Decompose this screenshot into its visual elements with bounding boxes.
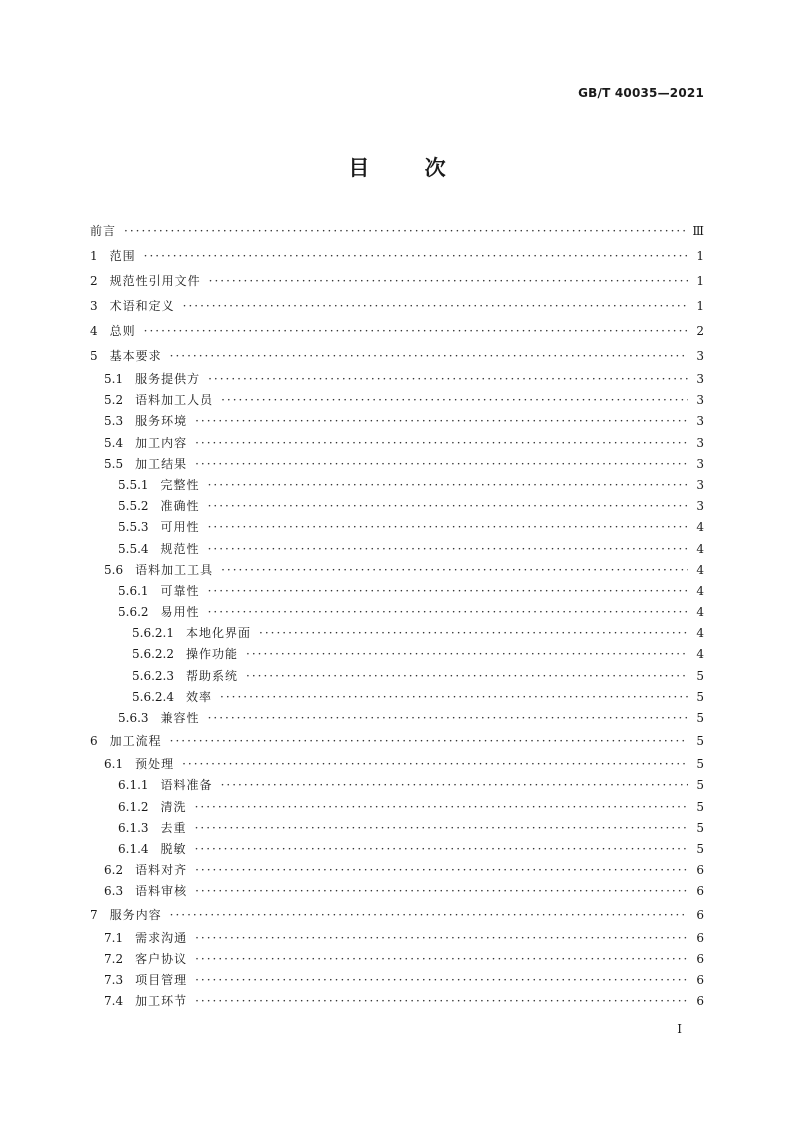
toc-entry-number: 6.3 xyxy=(104,884,124,899)
toc-leader-dots xyxy=(246,666,688,687)
toc-entry-number: 6.1.2 xyxy=(118,799,149,814)
toc-entry-title: 脱敏 xyxy=(160,841,187,856)
toc-entry-number: 5.6.2.2 xyxy=(132,647,174,662)
toc-entry-page: 1 xyxy=(696,299,704,313)
toc-leader-dots xyxy=(221,390,688,411)
toc-leader-dots xyxy=(221,775,688,796)
toc-entry[interactable] xyxy=(90,496,704,517)
toc-entry-number: 5.2 xyxy=(104,393,124,408)
toc-entry-number: 5.6.2.3 xyxy=(132,668,174,683)
toc-entry-title: 加工环节 xyxy=(135,994,188,1009)
page-folio: I xyxy=(677,1022,682,1036)
toc-leader-dots xyxy=(209,269,688,294)
toc-entry-title: 本地化界面 xyxy=(185,626,251,641)
toc-entry-number: 5.5.1 xyxy=(118,477,149,492)
toc-entry-title: 操作功能 xyxy=(185,647,238,662)
toc-entry[interactable] xyxy=(90,517,704,538)
toc-leader-dots xyxy=(195,454,688,475)
toc-entry[interactable] xyxy=(90,775,704,796)
toc-entry-title: 语料准备 xyxy=(160,778,213,793)
toc-entry-number: 5.6.1 xyxy=(118,583,149,598)
toc-entry-number: 6.1.3 xyxy=(118,820,149,835)
toc-entry-title: 准确性 xyxy=(160,499,200,514)
toc-entry-title: 兼容性 xyxy=(160,711,200,725)
toc-entry[interactable] xyxy=(90,411,704,432)
toc-entry-number: 6 xyxy=(90,734,98,749)
toc-leader-dots xyxy=(170,729,688,754)
toc-entry[interactable] xyxy=(90,928,704,949)
toc-entry-title: 可用性 xyxy=(160,520,200,535)
toc-entry-title: 基本要求 xyxy=(109,349,162,363)
toc-entry-number: 4 xyxy=(90,324,98,338)
toc-entry-number: 5.5.3 xyxy=(118,520,149,535)
toc-entry-title: 需求沟通 xyxy=(135,930,188,945)
table-of-contents xyxy=(90,219,704,1012)
toc-leader-dots xyxy=(195,411,688,432)
toc-leader-dots xyxy=(208,369,688,390)
toc-entry[interactable] xyxy=(90,319,704,344)
toc-entry-page: 6 xyxy=(696,930,704,945)
toc-entry-page: 5 xyxy=(696,734,704,749)
toc-leader-dots xyxy=(124,219,686,244)
toc-leader-dots xyxy=(170,344,688,369)
toc-entry-number: 5.6.2.4 xyxy=(132,689,174,704)
toc-entry-title: 规范性引用文件 xyxy=(109,274,201,288)
toc-entry-page: 1 xyxy=(696,274,704,288)
toc-leader-dots xyxy=(144,319,688,344)
toc-entry-page: 1 xyxy=(696,249,704,263)
toc-entry[interactable] xyxy=(90,949,704,970)
toc-entry-title: 加工流程 xyxy=(109,734,162,749)
toc-entry[interactable] xyxy=(90,433,704,454)
toc-entry-page: 3 xyxy=(696,456,704,471)
toc-leader-dots xyxy=(195,991,688,1012)
toc-entry-title: 效率 xyxy=(185,689,212,704)
toc-leader-dots xyxy=(246,644,688,665)
page-title xyxy=(0,152,794,182)
toc-entry-number: 3 xyxy=(90,299,98,313)
toc-entry[interactable] xyxy=(90,708,704,729)
toc-entry[interactable] xyxy=(90,991,704,1012)
toc-entry-title: 服务内容 xyxy=(109,907,162,922)
toc-entry-number: 5.5 xyxy=(104,456,124,471)
toc-entry-title: 完整性 xyxy=(160,477,200,492)
toc-entry-title: 规范性 xyxy=(160,541,200,556)
toc-entry[interactable] xyxy=(90,560,704,581)
toc-leader-dots xyxy=(195,433,688,454)
toc-entry-page: 3 xyxy=(696,349,704,363)
toc-entry-title: 去重 xyxy=(160,820,187,835)
toc-entry-number: 1 xyxy=(90,249,98,263)
toc-leader-dots xyxy=(195,860,688,881)
toc-entry-title: 客户协议 xyxy=(135,951,188,966)
toc-entry-page: 5 xyxy=(696,689,704,704)
toc-entry-number: 5.5.4 xyxy=(118,541,149,556)
toc-entry[interactable] xyxy=(90,454,704,475)
toc-leader-dots xyxy=(195,797,688,818)
toc-entry[interactable] xyxy=(90,623,704,644)
toc-entry-number: 5.6.2.1 xyxy=(132,626,174,641)
toc-entry-page: 6 xyxy=(696,994,704,1009)
toc-entry-page: 6 xyxy=(696,972,704,987)
toc-leader-dots xyxy=(259,623,688,644)
toc-leader-dots xyxy=(208,602,688,623)
toc-entry-number: 7.3 xyxy=(104,972,124,987)
toc-entry[interactable] xyxy=(90,860,704,881)
toc-entry[interactable] xyxy=(90,903,704,928)
toc-entry[interactable] xyxy=(90,839,704,860)
title-char-2: 次 xyxy=(424,156,446,180)
toc-entry-page: 6 xyxy=(696,863,704,878)
toc-entry-page: 3 xyxy=(696,499,704,514)
toc-entry-title: 服务环境 xyxy=(135,414,188,429)
toc-entry[interactable] xyxy=(90,475,704,496)
toc-entry-page: 4 xyxy=(696,520,704,535)
toc-entry-number: 6.1 xyxy=(104,757,124,772)
toc-entry-number: 5.1 xyxy=(104,372,124,386)
toc-entry[interactable] xyxy=(90,390,704,411)
toc-entry-page: 6 xyxy=(696,884,704,899)
toc-entry-title: 易用性 xyxy=(160,605,200,620)
toc-entry-number: 7.1 xyxy=(104,930,124,945)
toc-entry-number: 5.6.3 xyxy=(118,711,149,725)
toc-entry-page: 2 xyxy=(696,324,704,338)
toc-entry[interactable] xyxy=(90,729,704,754)
toc-entry-page: 5 xyxy=(696,757,704,772)
toc-leader-dots xyxy=(208,496,688,517)
toc-leader-dots xyxy=(195,928,688,949)
toc-entry-page: 5 xyxy=(696,711,704,725)
toc-entry-number: 5.4 xyxy=(104,435,124,450)
toc-entry-number: 5.6 xyxy=(104,562,124,577)
toc-entry-page: 5 xyxy=(696,841,704,856)
toc-leader-dots xyxy=(208,708,688,729)
toc-entry-number: 7 xyxy=(90,907,98,922)
toc-entry-number: 6.2 xyxy=(104,863,124,878)
toc-entry[interactable] xyxy=(90,970,704,991)
toc-entry-number: 5.3 xyxy=(104,414,124,429)
standard-code: GB/T 40035—2021 xyxy=(578,86,704,100)
toc-entry[interactable] xyxy=(90,269,704,294)
toc-leader-dots xyxy=(195,949,688,970)
toc-leader-dots xyxy=(208,581,688,602)
toc-entry-title: 加工内容 xyxy=(135,435,188,450)
toc-entry-page: 3 xyxy=(696,414,704,429)
toc-entry[interactable] xyxy=(90,294,704,319)
toc-entry[interactable] xyxy=(90,881,704,902)
toc-entry-title: 语料对齐 xyxy=(135,863,188,878)
toc-entry-title: 帮助系统 xyxy=(185,668,238,683)
toc-leader-dots xyxy=(195,881,688,902)
toc-entry[interactable] xyxy=(90,219,704,244)
toc-entry[interactable] xyxy=(90,244,704,269)
toc-entry-page: 3 xyxy=(696,435,704,450)
title-char-1: 目 xyxy=(348,156,370,180)
toc-leader-dots xyxy=(170,903,688,928)
toc-entry-title: 服务提供方 xyxy=(135,372,201,386)
toc-entry-page: 3 xyxy=(696,372,704,386)
toc-entry-page: 5 xyxy=(696,778,704,793)
toc-leader-dots xyxy=(195,970,688,991)
toc-entry[interactable] xyxy=(90,644,704,665)
toc-entry-page: 5 xyxy=(696,799,704,814)
toc-entry-title: 可靠性 xyxy=(160,583,200,598)
toc-entry-page: 4 xyxy=(696,626,704,641)
toc-entry-page: 6 xyxy=(696,907,704,922)
toc-leader-dots xyxy=(195,839,688,860)
toc-entry[interactable] xyxy=(90,818,704,839)
toc-leader-dots xyxy=(144,244,688,269)
toc-entry-number: 5.6.2 xyxy=(118,605,149,620)
toc-entry[interactable] xyxy=(90,539,704,560)
toc-entry-number: 7.2 xyxy=(104,951,124,966)
toc-leader-dots xyxy=(221,560,688,581)
toc-leader-dots xyxy=(195,818,688,839)
toc-entry-title: 语料加工人员 xyxy=(135,393,214,408)
toc-entry[interactable] xyxy=(90,602,704,623)
toc-leader-dots xyxy=(208,539,688,560)
toc-leader-dots xyxy=(208,475,688,496)
toc-entry-title: 语料加工工具 xyxy=(135,562,214,577)
toc-entry-title: 项目管理 xyxy=(135,972,188,987)
toc-entry[interactable] xyxy=(90,797,704,818)
toc-entry-number: 6.1.1 xyxy=(118,778,149,793)
toc-entry[interactable] xyxy=(90,344,704,369)
toc-leader-dots xyxy=(182,754,688,775)
toc-entry-page: 6 xyxy=(696,951,704,966)
toc-entry-number: 5 xyxy=(90,349,98,363)
toc-entry[interactable] xyxy=(90,369,704,390)
toc-leader-dots xyxy=(183,294,688,319)
toc-entry-number: 2 xyxy=(90,274,98,288)
toc-entry-page: 3 xyxy=(696,393,704,408)
toc-entry-title: 清洗 xyxy=(160,799,187,814)
toc-entry-page: 5 xyxy=(696,668,704,683)
toc-entry-page: 4 xyxy=(696,562,704,577)
toc-entry[interactable] xyxy=(90,581,704,602)
toc-entry-title: 前言 xyxy=(90,224,117,238)
toc-leader-dots xyxy=(208,517,688,538)
toc-entry-page: 4 xyxy=(696,647,704,662)
toc-entry-title: 语料审核 xyxy=(135,884,188,899)
toc-entry-page: 4 xyxy=(696,583,704,598)
toc-leader-dots xyxy=(220,687,688,708)
toc-entry-page: 5 xyxy=(696,820,704,835)
toc-entry-title: 范围 xyxy=(109,249,136,263)
toc-entry[interactable] xyxy=(90,687,704,708)
toc-entry[interactable] xyxy=(90,754,704,775)
toc-entry-title: 术语和定义 xyxy=(109,299,175,313)
toc-entry-title: 预处理 xyxy=(135,757,175,772)
toc-entry-title: 加工结果 xyxy=(135,456,188,471)
toc-entry-number: 5.5.2 xyxy=(118,499,149,514)
toc-entry-page: 4 xyxy=(696,605,704,620)
toc-entry-page: 4 xyxy=(696,541,704,556)
toc-entry-number: 7.4 xyxy=(104,994,124,1009)
toc-entry-number: 6.1.4 xyxy=(118,841,149,856)
toc-entry-title: 总则 xyxy=(109,324,136,338)
toc-entry[interactable] xyxy=(90,666,704,687)
toc-entry-page: Ⅲ xyxy=(692,224,704,238)
toc-entry-page: 3 xyxy=(696,477,704,492)
